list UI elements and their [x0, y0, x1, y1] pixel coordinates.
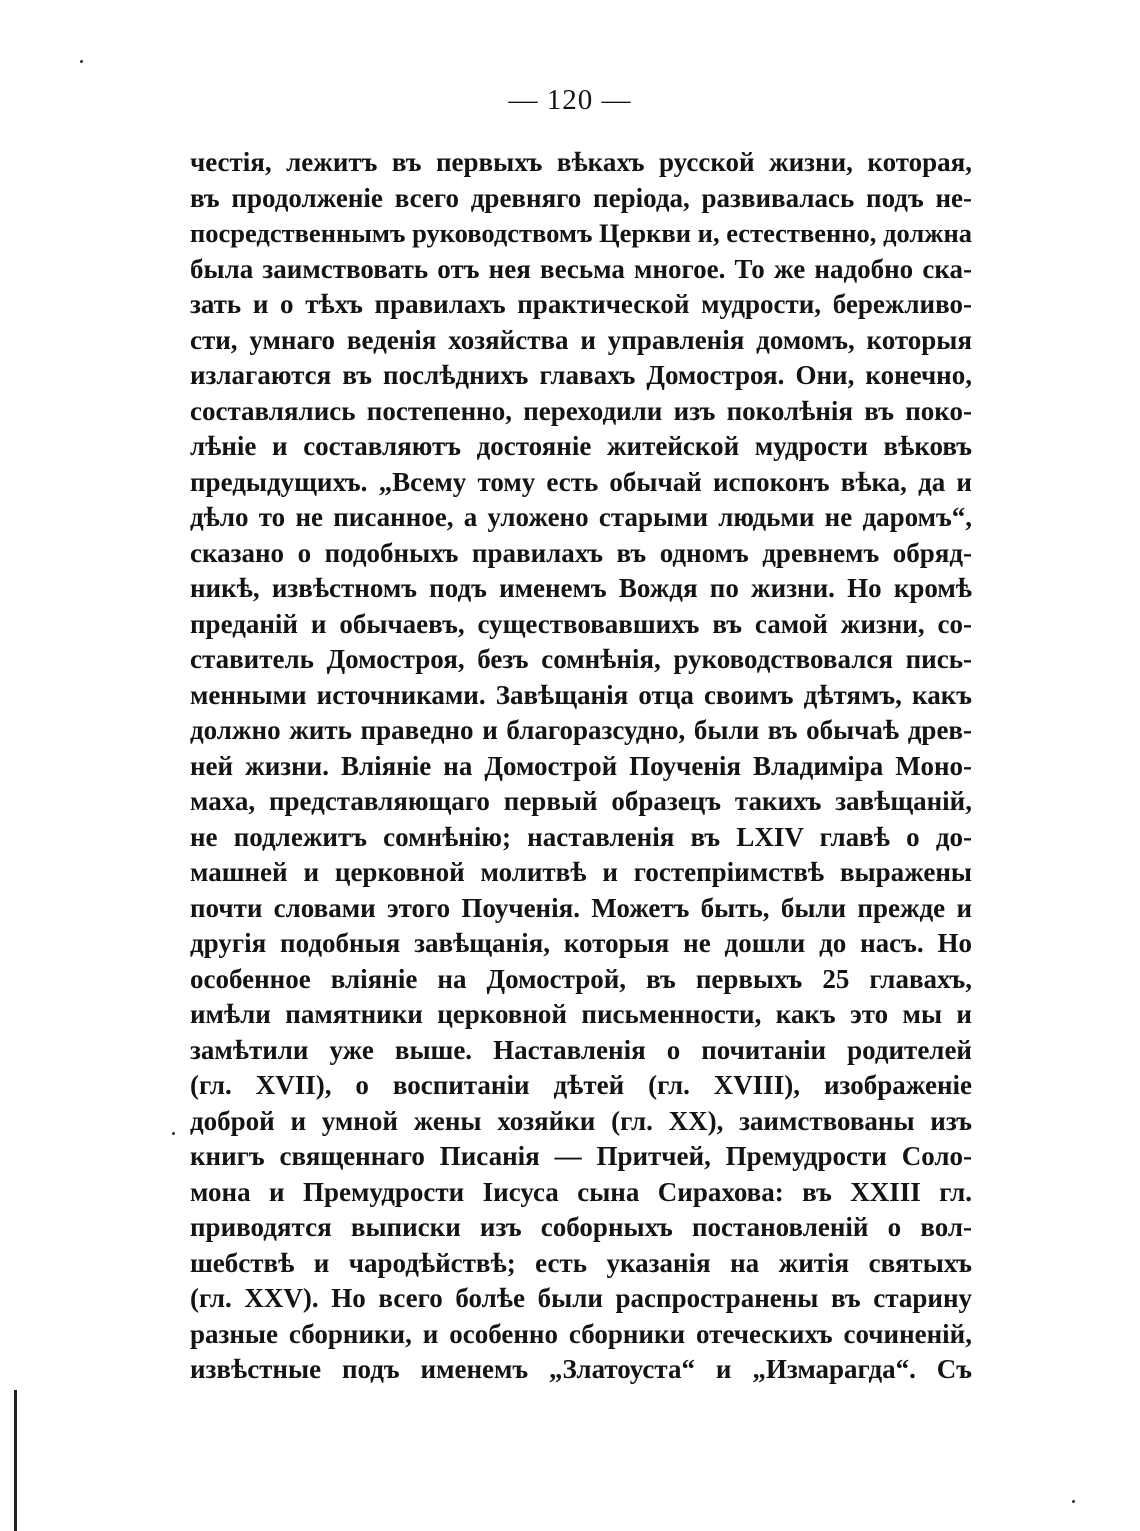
- text-line: предыдущихъ. „Всему тому есть обычай испоконъ вѣка, да и: [190, 466, 972, 497]
- text-line: особенное вліяніе на Домострой, въ первыхъ 25 главахъ,: [190, 963, 972, 994]
- text-line: въ продолженіе всего древняго періода, развивалась подъ не-: [190, 182, 972, 213]
- text-line: замѣтили уже выше. Наставленія о почитаніи родителей: [190, 1034, 972, 1065]
- scan-speck: [1072, 1500, 1075, 1503]
- text-line: книгъ священнаго Писанія — Притчей, Премудрости Соло-: [190, 1141, 972, 1171]
- text-line: (гл. XVII), о воспитаніи дѣтей (гл. XVIII), изображеніе: [190, 1070, 972, 1100]
- text-line: машней и церковной молитвѣ и гостепріимствѣ выражены: [190, 857, 972, 887]
- text-line: преданій и обычаевъ, существовавшихъ въ самой жизни, со-: [190, 608, 972, 639]
- text-line: должно жить праведно и благоразсудно, были въ обычаѣ древ-: [190, 715, 972, 745]
- text-line: лѣніе и составляютъ достояніе житейской мудрости вѣковъ: [190, 431, 972, 461]
- text-line: зать и о тѣхъ правилахъ практической мудрости, бережливо-: [190, 289, 972, 319]
- text-line: дѣло то не писанное, а уложено старыми людьми не даромъ“,: [190, 502, 972, 532]
- text-line: доброй и умной жены хозяйки (гл. XX), заимствованы изъ: [190, 1105, 972, 1136]
- text-line: честія, лежитъ въ первыхъ вѣкахъ русской жизни, которая,: [190, 147, 972, 177]
- text-line: никѣ, извѣстномъ подъ именемъ Вождя по жизни. Но кромѣ: [190, 573, 972, 603]
- text-line: излагаются въ послѣднихъ главахъ Домостроя. Они, конечно,: [190, 360, 972, 390]
- page-number: — 120 —: [508, 84, 632, 116]
- text-line: сказано о подобныхъ правилахъ въ одномъ древнемъ обряд-: [190, 537, 972, 568]
- body-text: [190, 145, 972, 1388]
- text-line: маха, представляющаго первый образецъ такихъ завѣщаній,: [190, 786, 972, 816]
- text-line: шебствѣ и чародѣйствѣ; есть указанія на житія святыхъ: [190, 1247, 972, 1278]
- text-line: составлялись постепенно, переходили изъ поколѣнія въ поко-: [190, 395, 972, 426]
- text-line: не подлежитъ сомнѣнію; наставленія въ LXIV главѣ о до-: [190, 821, 972, 852]
- scan-speck: [80, 60, 83, 63]
- text-line: приводятся выписки изъ соборныхъ постановленій о вол-: [190, 1212, 972, 1242]
- text-line: ставитель Домостроя, безъ сомнѣнія, руководствовался пись-: [190, 644, 972, 674]
- binding-edge: [14, 1390, 17, 1531]
- text-line: мона и Премудрости Іисуса сына Сирахова: въ XXIII гл.: [190, 1176, 972, 1207]
- text-line: имѣли памятники церковной письменности, какъ это мы и: [190, 999, 972, 1029]
- text-line: была заимствовать отъ нея весьма многое. То же надобно ска-: [190, 253, 972, 284]
- text-line: сти, умнаго веденія хозяйства и управленія домомъ, которыя: [190, 324, 972, 355]
- text-line: извѣстные подъ именемъ „Златоуста“ и „Измарагда“. Съ: [190, 1354, 972, 1384]
- text-line: разные сборники, и особенно сборники отеческихъ сочиненій,: [190, 1318, 972, 1349]
- text-line: ней жизни. Вліяніе на Домострой Поученія Владиміра Моно-: [190, 750, 972, 781]
- text-line: менными источниками. Завѣщанія отца своимъ дѣтямъ, какъ: [190, 679, 972, 710]
- scan-speck: [172, 1132, 175, 1135]
- text-line: другія подобныя завѣщанія, которыя не дошли до насъ. Но: [190, 928, 972, 958]
- text-line: (гл. XXV). Но всего болѣе были распространены въ старину: [190, 1283, 972, 1313]
- text-line: посредственнымъ руководствомъ Церкви и, естественно, должна: [190, 218, 972, 248]
- text-line: почти словами этого Поученія. Можетъ быть, были прежде и: [190, 892, 972, 923]
